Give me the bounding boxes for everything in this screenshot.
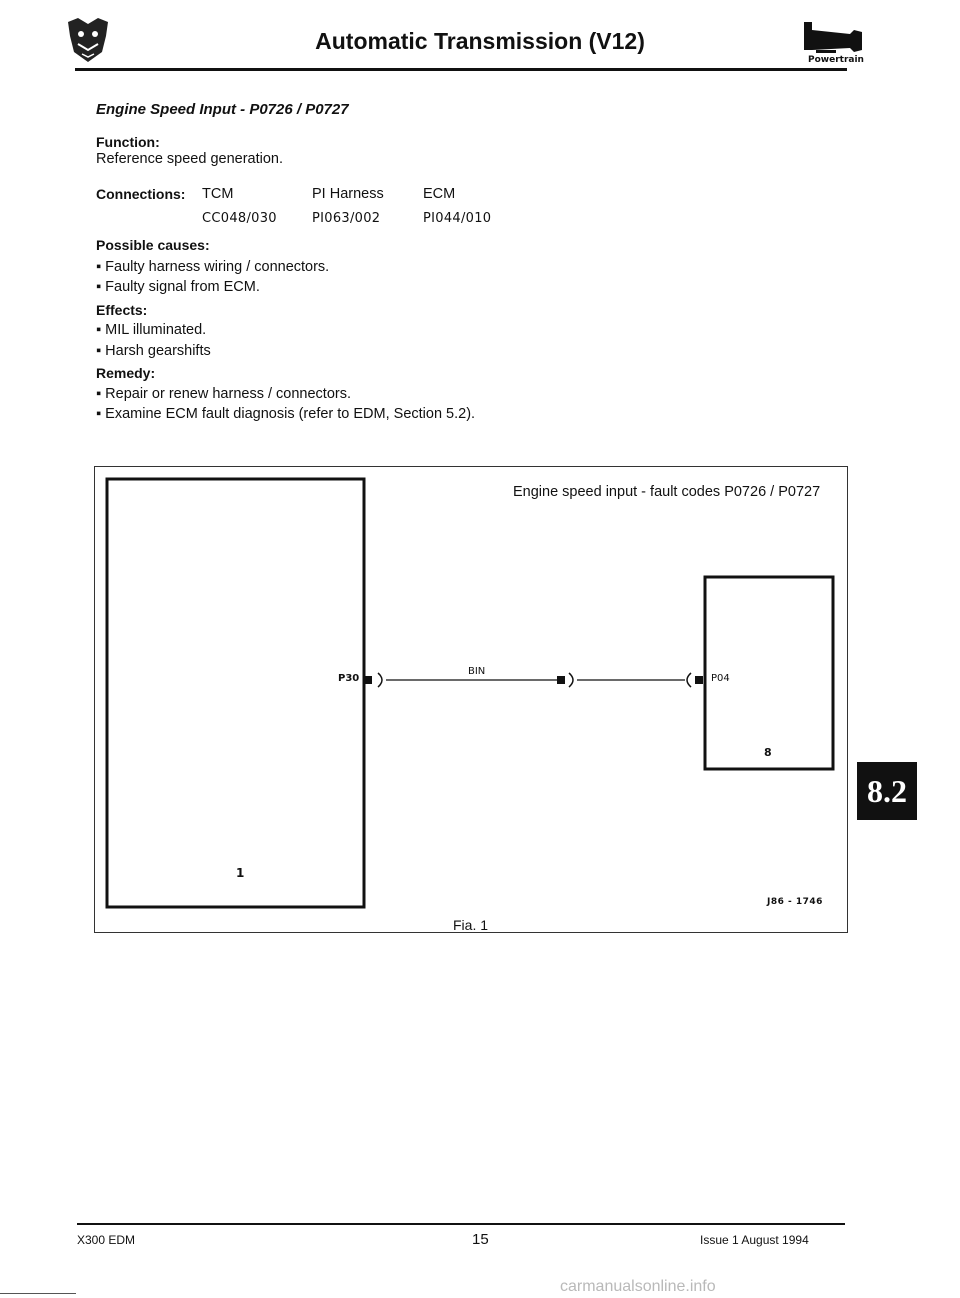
bullet-icon: ▪ — [96, 322, 106, 338]
footer-doc-id: X300 EDM — [77, 1233, 136, 1247]
wire-label: BIN — [468, 666, 486, 677]
wiring-diagram — [94, 466, 848, 933]
bullet-icon: ▪ — [96, 259, 106, 275]
module-number-1: 1 — [236, 866, 245, 880]
module-number-8: 8 — [764, 746, 772, 759]
page-number: 15 — [472, 1231, 489, 1248]
list-item: ▪ Examine ECM fault diagnosis (refer to EDM, Section 5.2). — [96, 406, 476, 422]
function-label: Function: — [96, 134, 160, 150]
corner-mark — [0, 1293, 76, 1294]
connections-header-tcm: TCM — [202, 186, 234, 202]
wiring-diagram-svg — [95, 467, 849, 934]
page-title: Automatic Transmission (V12) — [315, 28, 645, 54]
bullet-icon: ▪ — [96, 279, 106, 295]
list-item: ▪ Faulty harness wiring / connectors. — [96, 259, 330, 275]
connections-value-ecm: PI044/010 — [423, 211, 492, 226]
footer-divider — [77, 1223, 845, 1225]
list-item: ▪ MIL illuminated. — [96, 322, 207, 338]
section-tab: 8.2 — [857, 762, 917, 820]
connections-header-harness: PI Harness — [312, 186, 384, 202]
bullet-icon: ▪ — [96, 386, 106, 402]
function-text: Reference speed generation. — [96, 151, 284, 167]
inline-connector-pin — [557, 676, 565, 684]
powertrain-label: Powertrain — [808, 55, 864, 65]
connector-right-symbol — [687, 673, 691, 687]
connector-pin-left — [364, 676, 372, 684]
list-item: ▪ Faulty signal from ECM. — [96, 279, 260, 295]
connections-label: Connections: — [96, 186, 186, 202]
connector-label-right: P04 — [711, 673, 730, 684]
figure-caption: Fia. 1 — [453, 917, 489, 933]
list-item: ▪ Repair or renew harness / connectors. — [96, 386, 351, 402]
diagram-title: Engine speed input - fault codes P0726 / P0727 — [513, 484, 821, 500]
connector-label-left: P30 — [338, 673, 360, 684]
remedy-label: Remedy: — [96, 365, 156, 381]
list-item: ▪ Harsh gearshifts — [96, 343, 211, 359]
connections-header-ecm: ECM — [423, 186, 456, 202]
section-heading: Engine Speed Input - P0726 / P0727 — [96, 101, 349, 118]
diagram-ref-code: J86 - 1746 — [767, 897, 823, 907]
connector-pin-right — [695, 676, 703, 684]
bullet-icon: ▪ — [96, 406, 106, 422]
module-box-1 — [107, 479, 364, 907]
footer-issue: Issue 1 August 1994 — [700, 1233, 809, 1247]
bullet-icon: ▪ — [96, 343, 106, 359]
possible-causes-label: Possible causes: — [96, 237, 210, 253]
connections-value-harness: PI063/002 — [312, 211, 381, 226]
watermark: carmanualsonline.info — [560, 1278, 716, 1295]
effects-label: Effects: — [96, 302, 148, 318]
header-divider — [75, 68, 847, 71]
connector-left-symbol — [378, 673, 382, 687]
inline-connector-symbol — [569, 673, 573, 687]
connections-value-tcm: CC048/030 — [202, 211, 277, 226]
